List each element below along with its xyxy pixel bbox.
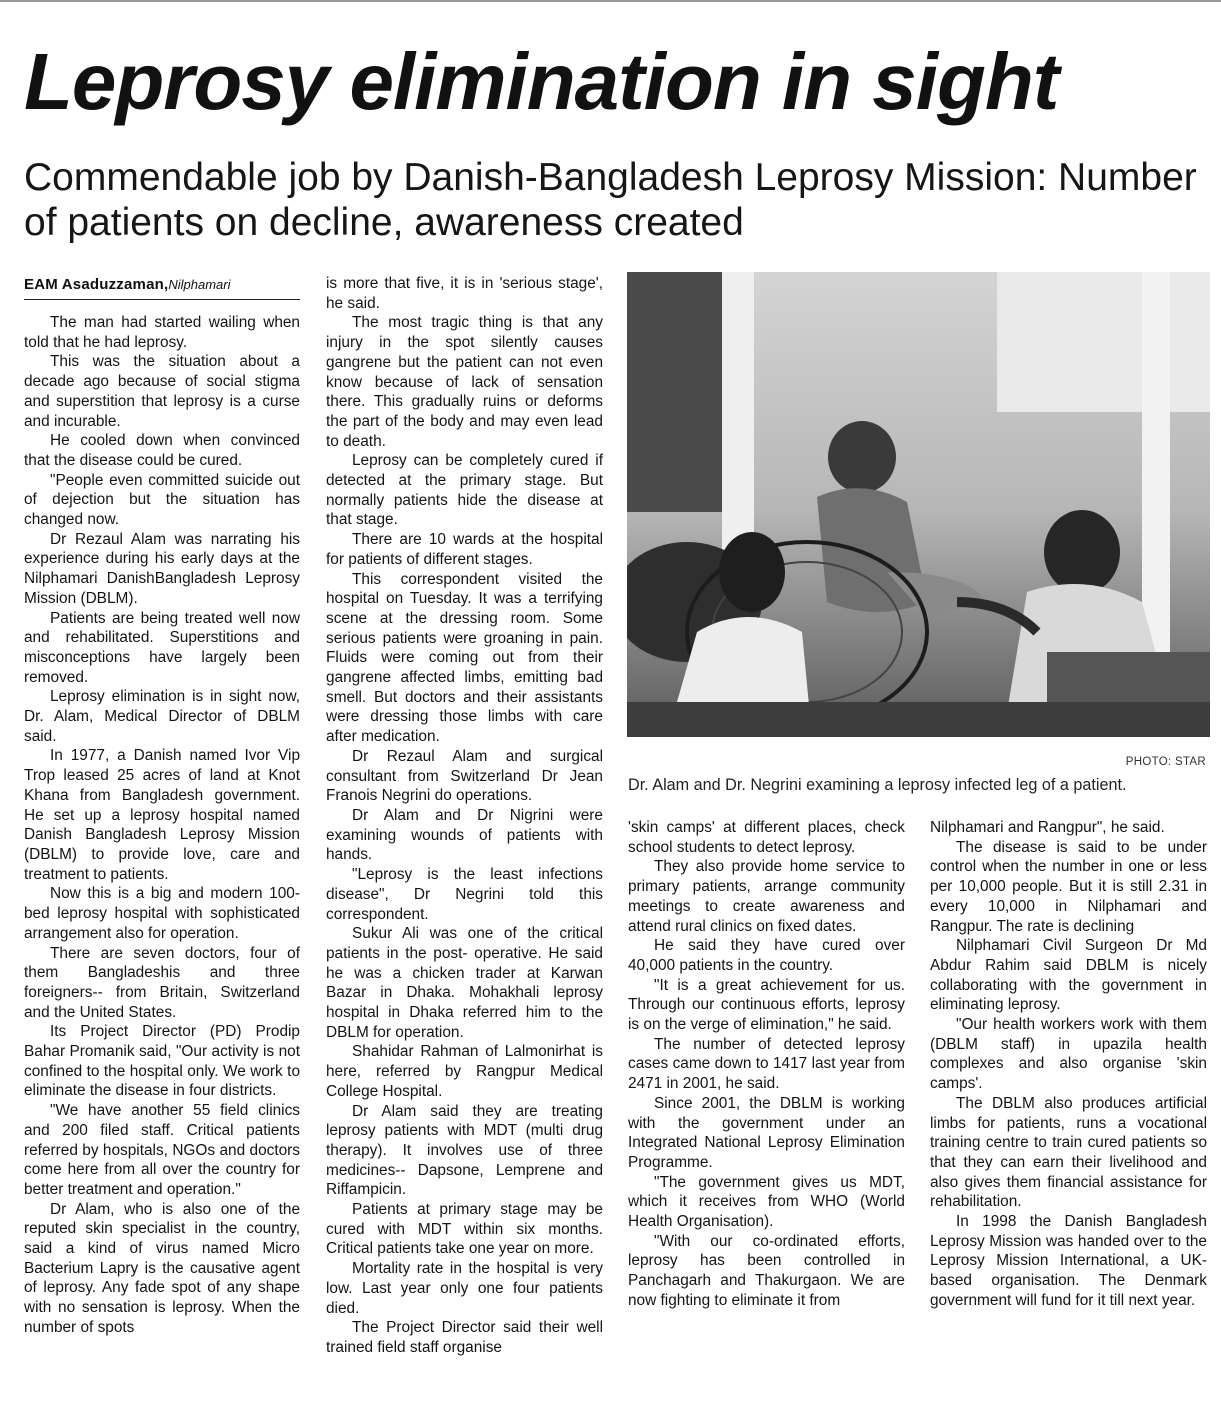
paragraph: Patients at primary stage may be cured with MDT within six months. Critical patients take one year on more. (326, 1201, 603, 1258)
paragraph: The number of detected leprosy cases came down to 1417 last year from 2471 in 2001, he said. (628, 1035, 905, 1093)
paragraph: This was the situation about a decade ago because of social stigma and superstition that leprosy is a curse and incurable. (24, 353, 300, 430)
paragraph: is more that five, it is in 'serious stage', he said. (326, 275, 603, 312)
paragraph: Dr Alam said they are treating leprosy patients with MDT (multi drug therapy). It involves use of three medicines-- Dapsone, Lemprene and Riffampicin. (326, 1102, 603, 1199)
paragraph: "Our health workers work with them (DBLM staff) in upazila health complexes and also organise 'skin camps'. (930, 1016, 1207, 1093)
paragraph: The man had started wailing when told that he had leprosy. (24, 314, 300, 351)
article-column-3 (628, 818, 905, 1311)
paragraph: "People even committed suicide out of dejection but the situation has changed now. (24, 471, 300, 529)
paragraph: In 1998 the Danish Bangladesh Leprosy Mission was handed over to the Leprosy Mission International, a UK- based organisation. The Denmark government will fund for it till next year. (930, 1213, 1207, 1309)
paragraph: Dr Alam and Dr Nigrini were examining wounds of patients with hands. (326, 806, 603, 864)
paragraph: Its Project Director (PD) Prodip Bahar Promanik said, "Our activity is not confined to the hospital only. We work to eliminate the disease in four districts. (24, 1023, 300, 1100)
photo-illustration (627, 272, 1210, 737)
paragraph: Leprosy can be completely cured if detected at the primary stage. But normally patients hide the disease at that stage. (326, 452, 603, 529)
news-photo (627, 272, 1210, 737)
paragraph: 'skin camps' at different places, check school students to detect leprosy. (628, 819, 905, 856)
paragraph: "With our co-ordinated efforts, leprosy has been controlled in Panchagarh and Thakurgaon. We are now fighting to eliminate it from (628, 1232, 905, 1309)
photo-caption: Dr. Alam and Dr. Negrini examining a leprosy infected leg of a patient. (628, 776, 1127, 794)
byline (24, 275, 300, 300)
headline: Leprosy elimination in sight (24, 37, 1059, 126)
paragraph: Patients are being treated well now and rehabilitated. Superstitions and misconceptions have largely been removed. (24, 609, 300, 686)
paragraph: "The government gives us MDT, which it receives from WHO (World Health Organisation). (628, 1173, 905, 1231)
paragraph: Dr Alam, who is also one of the reputed skin specialist in the country, said a kind of virus named Micro Bacterium Lapry is the causative agent of leprosy. Any fade spot of any shape with no sensation is leprosy. When the number of spots (24, 1200, 300, 1336)
paragraph: The DBLM also produces artificial limbs for patients, runs a vocational training centre to train cured patients so that they can earn their livelihood and also gives them financial assistance for rehabilitation. (930, 1094, 1207, 1211)
photo-credit: PHOTO: STAR (1125, 756, 1206, 768)
paragraph: In 1977, a Danish named Ivor Vip Trop leased 25 acres of land at Knot Khana from Bangladesh government. He set up a leprosy hospital named Danish Bangladesh Leprosy Mission (DBLM) to provide love, care and treatment to patients. (24, 747, 300, 883)
article-column-2 (326, 274, 603, 1358)
subheadline: Commendable job by Danish-Bangladesh Leprosy Mission: Number of patients on decline, awareness created (24, 156, 1197, 244)
paragraph: The Project Director said their well trained field staff organise (326, 1319, 603, 1356)
paragraph: The most tragic thing is that any injury in the spot silently causes gangrene but the patient can not even know because of lack of sensation there. This gradually ruins or deforms the part of the body and may even lead to death. (326, 314, 603, 450)
byline-author: EAM Asaduzzaman, (24, 276, 169, 293)
paragraph: There are 10 wards at the hospital for patients of different stages. (326, 531, 603, 568)
paragraph: He said they have cured over 40,000 patients in the country. (628, 937, 905, 974)
article-column-1 (24, 313, 300, 1338)
paragraph: Nilphamari Civil Surgeon Dr Md Abdur Rahim said DBLM is nicely collaborating with the government in eliminating leprosy. (930, 937, 1207, 1014)
paragraph: Sukur Ali was one of the critical patients in the post- operative. He said he was a chicken trader at Karwan Bazar in Dhaka. Mohakhali leprosy hospital in Dhaka referred him to the DBLM for operation. (326, 925, 603, 1041)
paragraph: Dr Rezaul Alam and surgical consultant from Switzerland Dr Jean Franois Negrini do operations. (326, 747, 603, 805)
paragraph: Mortality rate in the hospital is very low. Last year only one four patients died. (326, 1260, 603, 1317)
paragraph: Shahidar Rahman of Lalmonirhat is here, referred by Rangpur Medical College Hospital. (326, 1043, 603, 1100)
paragraph: He cooled down when convinced that the disease could be cured. (24, 432, 300, 469)
paragraph: The disease is said to be under control when the number in one or less per 10,000 people. But it is still 2.31 in every 10,000 in Nilphamari and Rangpur. The rate is declining (930, 838, 1207, 935)
paragraph: This correspondent visited the hospital on Tuesday. It was a terrifying scene at the dressing room. Some serious patients were groaning in pain. Fluids were coming out from their gangrene affected limbs, emitting bad smell. But doctors and their assistants were dressing those limbs with care after medication. (326, 570, 603, 746)
paragraph: Now this is a big and modern 100-bed leprosy hospital with sophisticated arrangement also for operation. (24, 885, 300, 942)
paragraph: "It is a great achievement for us. Through our continuous efforts, leprosy is on the verge of elimination," he said. (628, 976, 905, 1034)
paragraph: Dr Rezaul Alam was narrating his experience during his early days at the Nilphamari DanishBangladesh Leprosy Mission (DBLM). (24, 530, 300, 607)
paragraph: Leprosy elimination is in sight now, Dr. Alam, Medical Director of DBLM said. (24, 688, 300, 745)
paragraph: There are seven doctors, four of them Bangladeshis and three foreigners-- from Britain, Switzerland and the United States. (24, 944, 300, 1021)
article-column-4 (930, 818, 1207, 1311)
top-rule (0, 0, 1221, 2)
paragraph: Since 2001, the DBLM is working with the government under an Integrated National Leprosy Elimination Programme. (628, 1094, 905, 1171)
paragraph: Nilphamari and Rangpur", he said. (930, 819, 1165, 836)
byline-location: Nilphamari (168, 277, 231, 292)
paragraph: They also provide home service to primary patients, arrange community meetings to create awareness and attend rural clinics on fixed dates. (628, 858, 905, 935)
paragraph: "We have another 55 field clinics and 200 filed staff. Critical patients referred by hospitals, NGOs and doctors come here from all over the country for better treatment and operation." (24, 1102, 300, 1198)
paragraph: "Leprosy is the least infections disease", Dr Negrini told this correspondent. (326, 866, 603, 923)
